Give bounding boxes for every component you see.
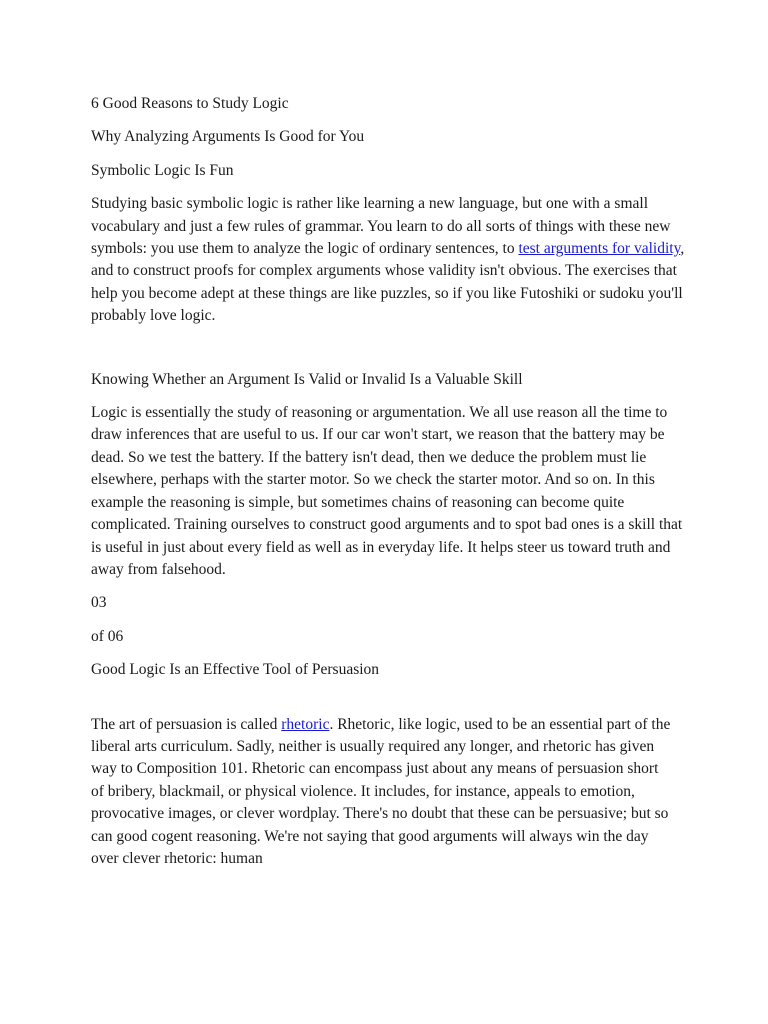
document-title: 6 Good Reasons to Study Logic xyxy=(91,95,289,112)
paragraph-text: . Rhetoric, like logic, used to be an essential part of the liberal arts curriculum. Sadly, neither is usually required any longer, and rhetoric has given way to Composition 101. Rhetoric can encompass just about any means of persuasion short of bribery, blackmail, or physical violence. It includes, for instance, appeals to emotion, provocative images, or clever wordplay. There's no doubt that these can be persuasive; but so can good cogent reasoning. We're not saying that good arguments will always win the day over clever rhetoric: human xyxy=(91,715,671,867)
section-heading-persuasion: Good Logic Is an Effective Tool of Persuasion xyxy=(91,661,380,679)
page-counter-current: 03 xyxy=(91,594,107,612)
section-heading-valid-invalid: Knowing Whether an Argument Is Valid or Invalid Is a Valuable Skill xyxy=(91,370,523,388)
document-subtitle: Why Analyzing Arguments Is Good for You xyxy=(91,128,365,146)
section-paragraph-persuasion xyxy=(91,714,675,871)
section-heading-symbolic-logic: Symbolic Logic Is Fun xyxy=(91,161,234,179)
paragraph-text: , and to construct proofs for complex arguments whose validity isn't obvious. The exercises that help you become adept at these things are like puzzles, so if you like Futoshiki or sudoku you'll probably love logic. xyxy=(91,240,685,325)
paragraph-text: The art of persuasion is called xyxy=(91,715,282,733)
page-counter-total: of 06 xyxy=(91,627,124,645)
document-page xyxy=(91,93,691,870)
rhetoric-link[interactable]: rhetoric xyxy=(281,715,330,733)
section-paragraph-symbolic-logic xyxy=(91,193,689,327)
paragraph-text: Studying basic symbolic logic is rather like learning a new language, but one with a small vocabulary and just a few rules of grammar. You learn to do all sorts of things with these new symbols: you use them to analyze the logic of ordinary sentences, to xyxy=(91,195,671,258)
section-paragraph-valid-invalid: Logic is essentially the study of reasoning or argumentation. We all use reason all the time to draw inferences that are useful to us. If our car won't start, we reason that the battery may be dead. So we test the battery. If the battery isn't dead, then we deduce the problem must lie elsewhere, perhaps with the starter motor. So we check the starter motor. And so on. In this example the reasoning is simple, but sometimes chains of reasoning can become quite complicated. Training ourselves to construct good arguments and to spot bad ones is a skill that is useful in just about every field as well as in everyday life. It helps steer us toward truth and away from falsehood. xyxy=(91,404,683,578)
validity-link[interactable]: test arguments for validity xyxy=(518,240,681,258)
